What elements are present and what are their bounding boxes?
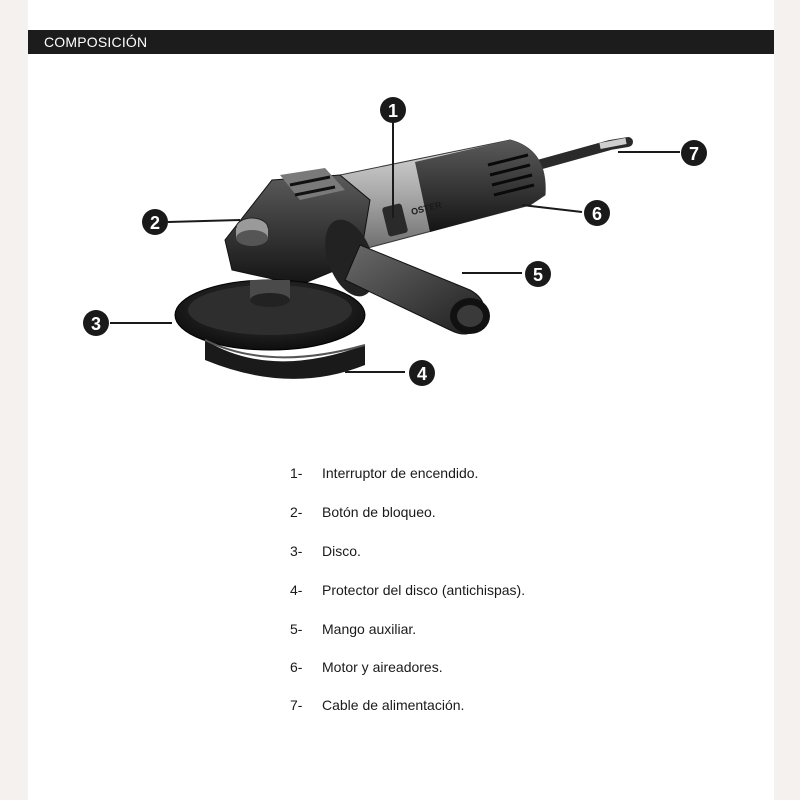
- svg-text:7: 7: [688, 144, 700, 164]
- legend-number: 1-: [290, 465, 303, 481]
- svg-text:6: 6: [591, 204, 603, 224]
- legend-number: 3-: [290, 543, 303, 559]
- brand-logo: OSTER: [410, 199, 443, 217]
- legend-text: Interruptor de encendido.: [322, 465, 479, 481]
- legend-number: 7-: [290, 697, 303, 713]
- svg-text:3: 3: [90, 314, 102, 334]
- svg-text:5: 5: [532, 265, 544, 285]
- legend-text: Protector del disco (antichispas).: [322, 582, 526, 598]
- callout-2: [142, 209, 168, 235]
- lock-button: [236, 218, 268, 246]
- legend-text: Disco.: [322, 543, 361, 559]
- spindle: [250, 280, 290, 307]
- svg-text:2: 2: [149, 213, 161, 233]
- callout-5: [525, 261, 551, 287]
- svg-text:1: 1: [387, 101, 399, 121]
- callout-1: [380, 97, 406, 123]
- svg-text:4: 4: [416, 364, 428, 384]
- legend-number: 4-: [290, 582, 303, 598]
- callout-7: [681, 140, 707, 166]
- legend-number: 2-: [290, 504, 303, 520]
- callout-3: [83, 310, 109, 336]
- legend-text: Mango auxiliar.: [322, 621, 417, 637]
- section-title: COMPOSICIÓN: [44, 34, 148, 50]
- legend-text: Botón de bloqueo.: [322, 504, 436, 520]
- callout-6: [584, 200, 610, 226]
- callout-4: [409, 360, 435, 386]
- motor-body: [340, 140, 545, 250]
- legend-text: Cable de alimentación.: [322, 697, 465, 713]
- legend-number: 6-: [290, 659, 303, 675]
- legend-text: Motor y aireadores.: [322, 659, 443, 675]
- legend-number: 5-: [290, 621, 303, 637]
- power-cable: [538, 141, 628, 165]
